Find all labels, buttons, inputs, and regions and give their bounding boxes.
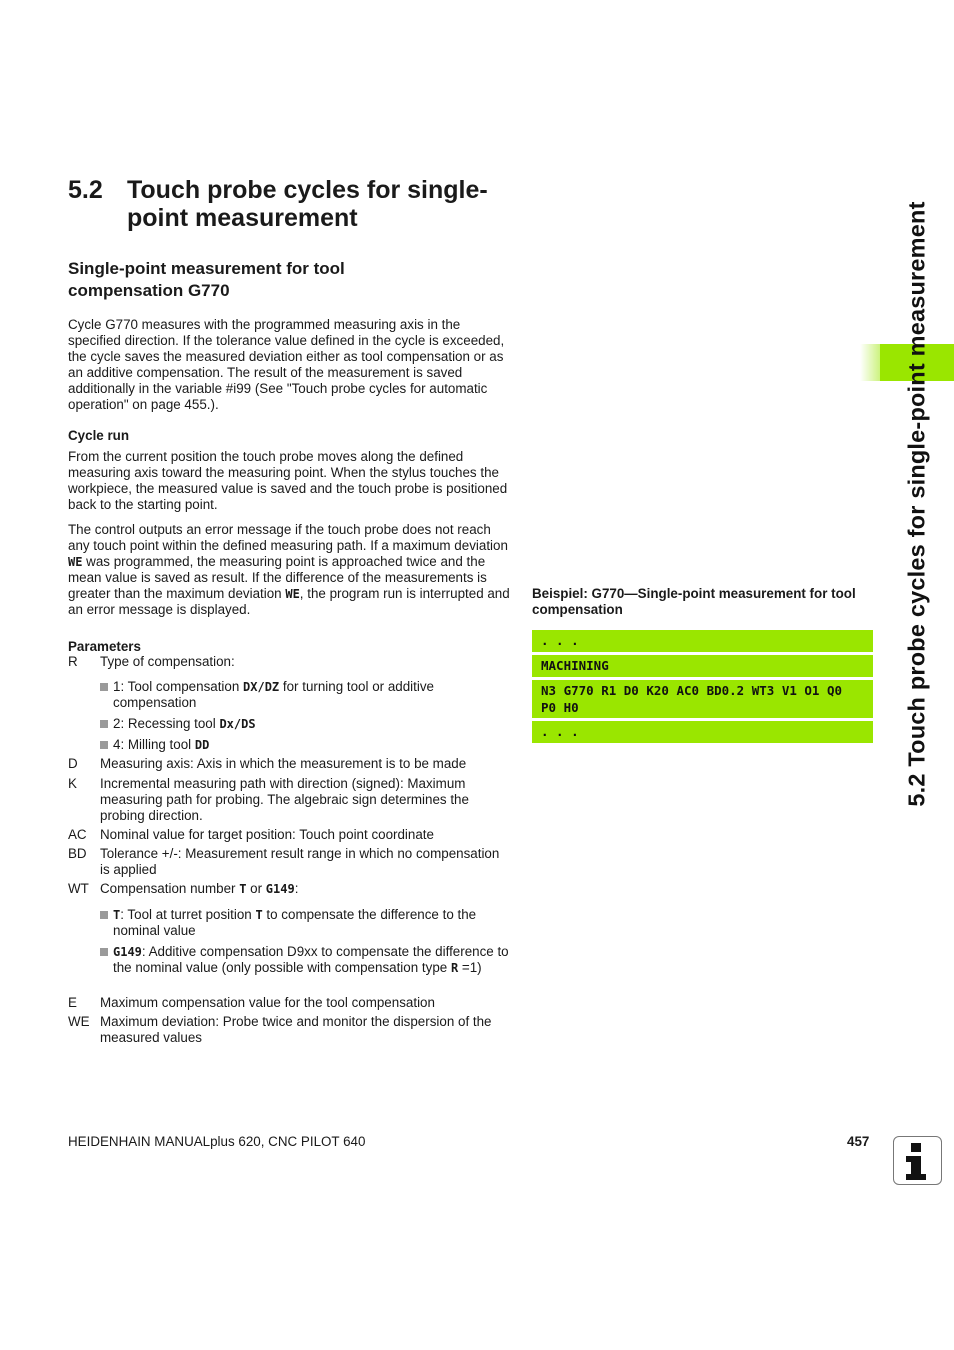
- bullet-square-icon: [100, 911, 108, 919]
- section-title: Single-point measurement for tool compensation G770: [68, 259, 345, 300]
- cycle-run-paragraph-2: The control outputs an error message if the touch probe does not reach any touch point within the defined measuring path. If a maximum deviation WE was programmed, the measuring point is approached twice and the mean value is saved as result. If the difference of the measurements is greater than the maximum deviation WE, the program run is interrupted and an error message is displayed.: [68, 522, 510, 617]
- code-we: WE: [285, 587, 300, 601]
- example-caption: Beispiel: G770—Single-point measurement for tool compensation: [532, 586, 856, 617]
- info-icon: [893, 1136, 942, 1185]
- code-line: . . .: [532, 630, 873, 652]
- intro-paragraph: Cycle G770 measures with the programmed measuring axis in the specified direction. If the tolerance value defined in the cycle is exceeded, the cycle saves the measured deviation either as tool compensation or as an additive compensation. The result of the measurement is saved additionally in the variable #i99 (See "Touch probe cycles for automatic operation" on page 455.).: [68, 317, 505, 412]
- chapter-title-text: Touch probe cycles for single-point measurement: [127, 176, 488, 232]
- footer-text: HEIDENHAIN MANUALplus 620, CNC PILOT 640: [68, 1134, 366, 1149]
- code-we: WE: [68, 555, 83, 569]
- bullet-square-icon: [100, 683, 108, 691]
- param-desc: Type of compensation:: [100, 654, 235, 669]
- bullet-square-icon: [100, 948, 108, 956]
- param-key: R: [68, 654, 78, 669]
- bullet-square-icon: [100, 741, 108, 749]
- bullet-square-icon: [100, 720, 108, 728]
- code-line: MACHINING: [532, 655, 873, 677]
- running-header-vertical: 5.2 Touch probe cycles for single-point measurement: [903, 201, 930, 807]
- chapter-title: [68, 176, 528, 232]
- option-additive-compensation: G149: Additive compensation D9xx to compensate the difference to the nominal value (only possible with compensation type R =1): [100, 944, 510, 976]
- option-turret-position: T: Tool at turret position T to compensate the difference to the nominal value: [100, 907, 510, 939]
- option-milling-tool: 4: Milling tool DD: [100, 737, 510, 753]
- option-recessing-tool: 2: Recessing tool Dx/DS: [100, 716, 510, 732]
- parameters-heading: Parameters: [68, 639, 141, 654]
- option-tool-compensation: 1: Tool compensation DX/DZ for turning tool or additive compensation: [100, 679, 510, 711]
- cycle-run-paragraph-1: From the current position the touch probe moves along the defined measuring axis toward the measuring point. When the stylus touches the workpiece, the measured value is saved and the touch probe is positioned back to the starting point.: [68, 449, 508, 512]
- chapter-number: 5.2: [68, 176, 103, 204]
- cycle-run-heading: Cycle run: [68, 428, 130, 443]
- code-line: N3 G770 R1 D0 K20 AC0 BD0.2 WT3 V1 O1 Q0 P0 H0: [532, 680, 873, 718]
- code-line: . . .: [532, 721, 873, 743]
- page-number: 457: [847, 1134, 870, 1149]
